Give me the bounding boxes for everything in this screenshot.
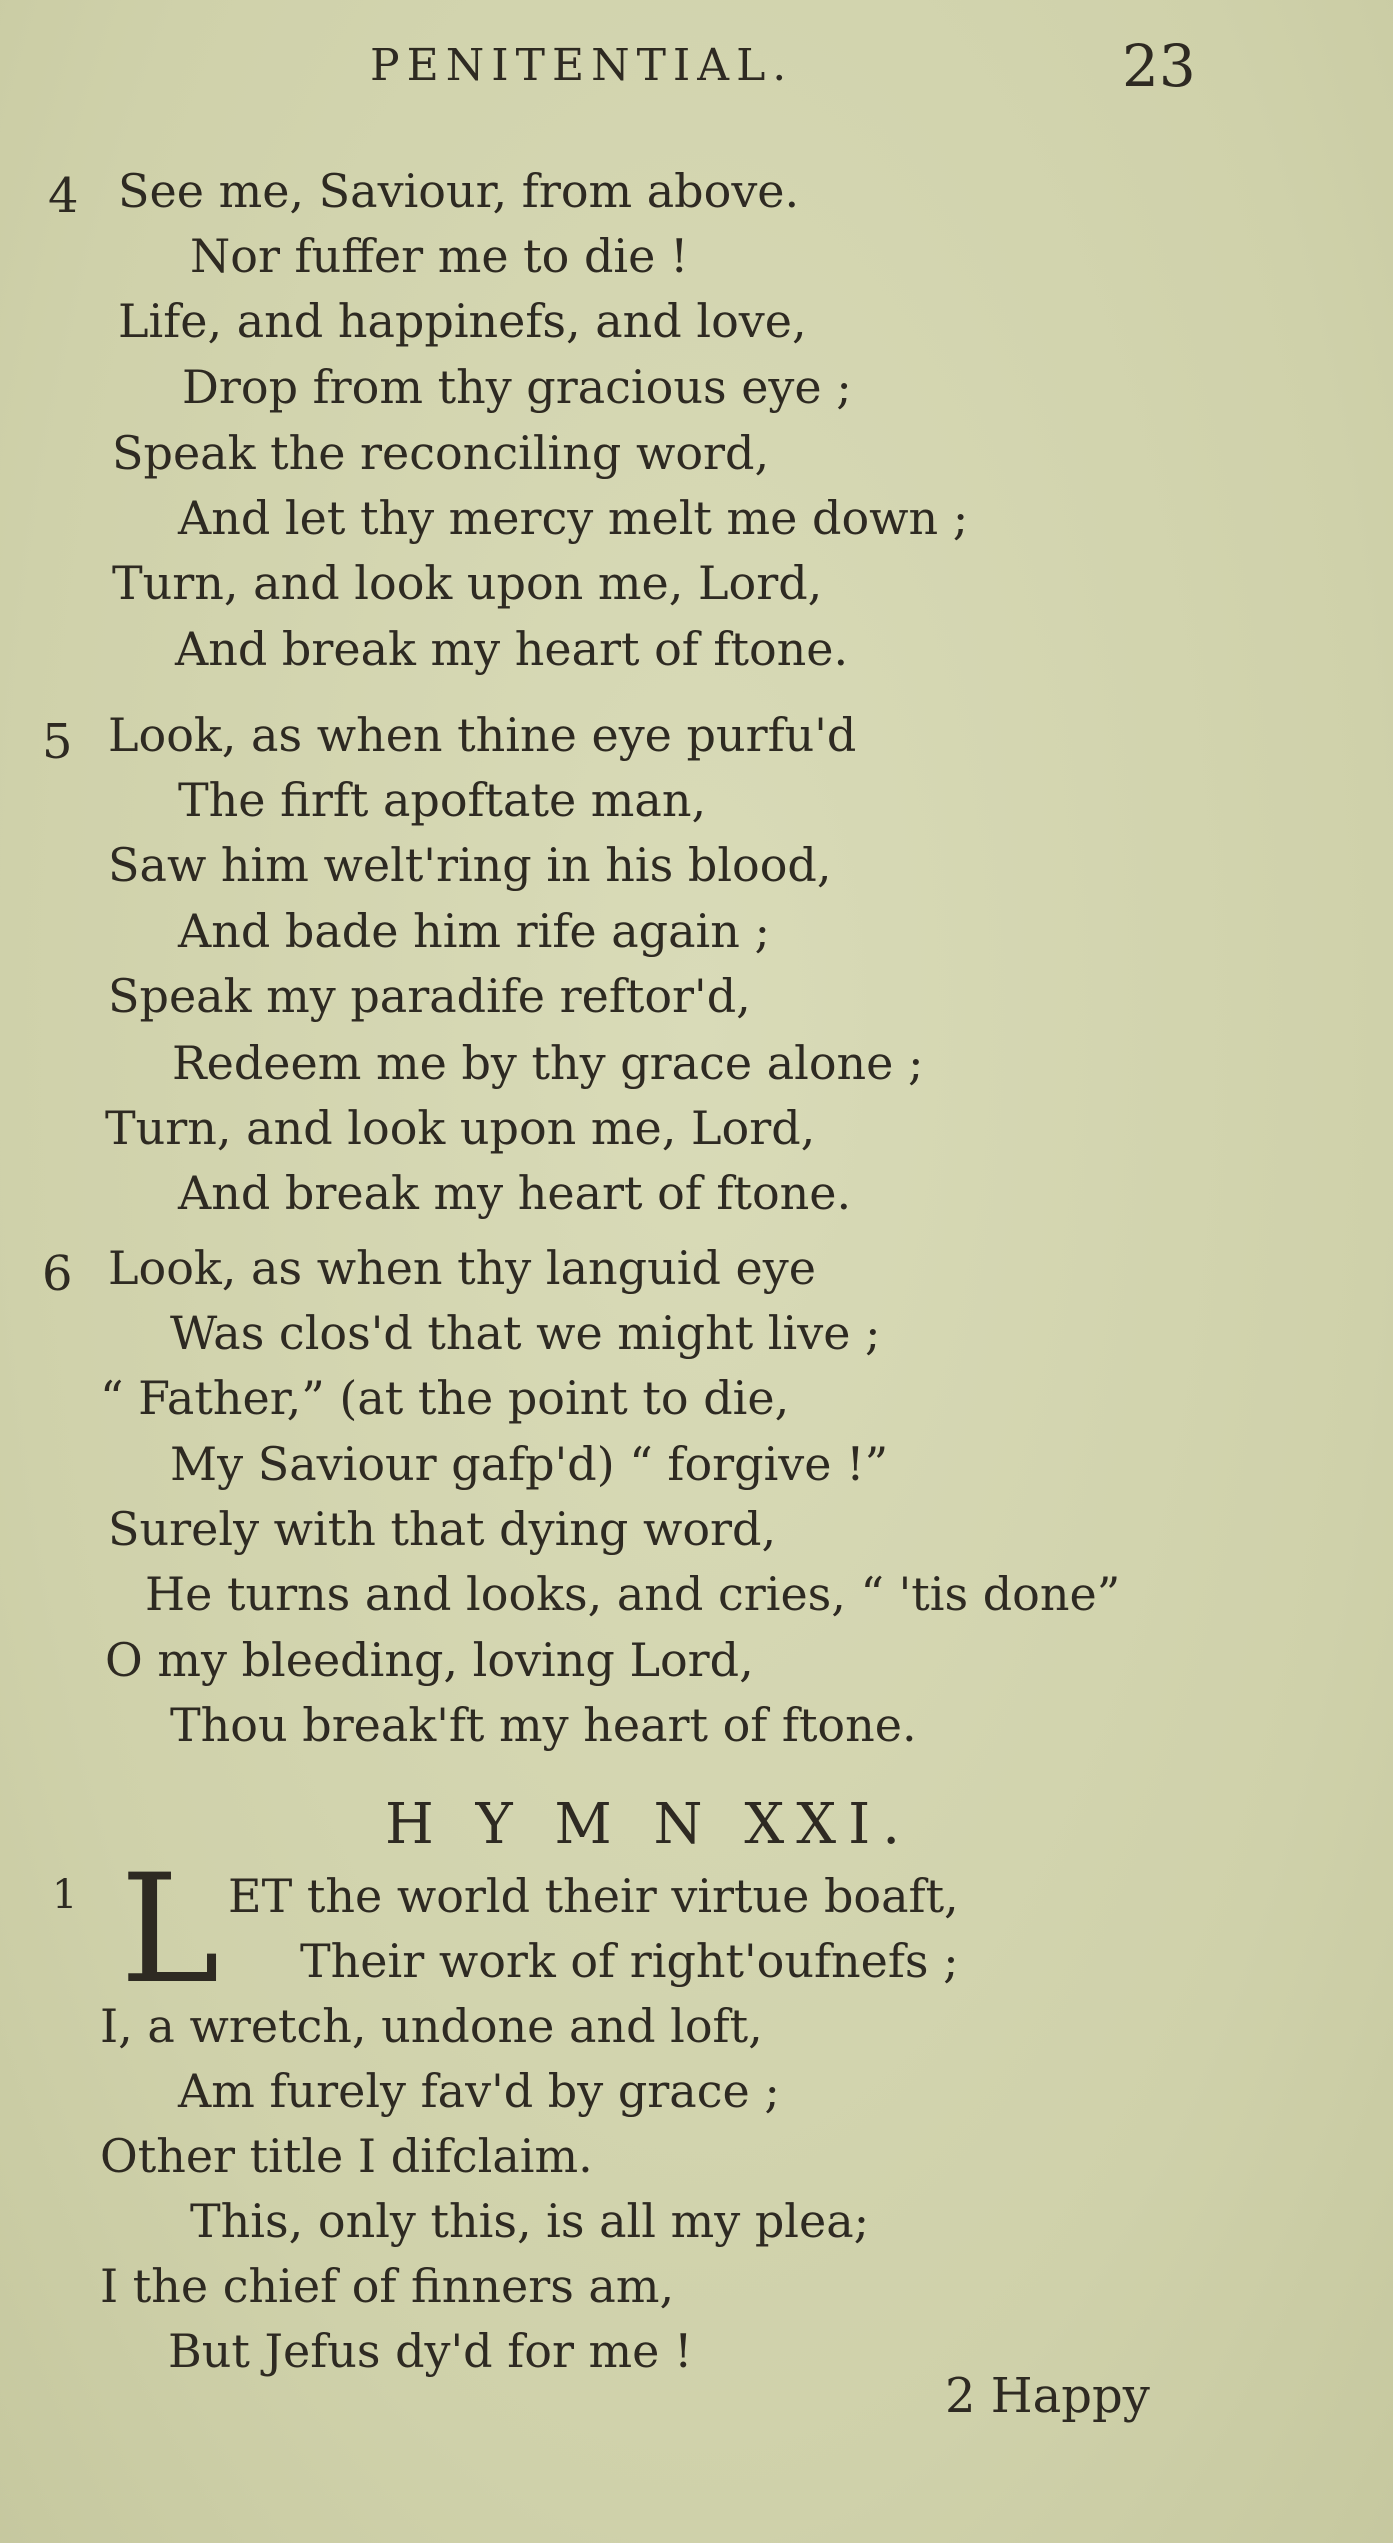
verse-line: And break my heart of ftone. <box>178 1166 852 1220</box>
hymn-title: H Y M N XXI. <box>385 1792 913 1857</box>
page-header <box>0 28 1393 118</box>
verse-line: “ Father,” (at the point to die, <box>100 1371 790 1425</box>
verse-line: Speak the reconciling word, <box>112 426 770 480</box>
verse-line: Thou break'ft my heart of ftone. <box>170 1698 917 1752</box>
verse-number: 6 <box>42 1246 73 1302</box>
verse-line: Drop from thy gracious eye ; <box>182 360 852 414</box>
verse-line: See me, Saviour, from above. <box>118 164 800 218</box>
verse-line: And let thy mercy melt me down ; <box>178 491 969 545</box>
verse-line: And break my heart of ftone. <box>175 622 849 676</box>
verse-line: Life, and happinefs, and love, <box>118 294 807 348</box>
verse-line: He turns and looks, and cries, “ 'tis done” <box>145 1567 1121 1621</box>
verse-line: Look, as when thy languid eye <box>108 1241 816 1295</box>
verse-line: I the chief of finners am, <box>100 2259 675 2313</box>
verse-line: Speak my paradife reftor'd, <box>108 969 751 1023</box>
verse-line: But Jefus dy'd for me ! <box>168 2324 693 2378</box>
catchword: 2 Happy <box>945 2368 1150 2424</box>
verse-line: Was clos'd that we might live ; <box>170 1306 881 1360</box>
verse-line: O my bleeding, loving Lord, <box>105 1633 754 1687</box>
verse-line: ET the world their virtue boaft, <box>228 1869 959 1923</box>
verse-line: Turn, and look upon me, Lord, <box>105 1101 816 1155</box>
verse-line: Their work of right'oufnefs ; <box>300 1934 959 1988</box>
page-number: 23 <box>1122 32 1196 100</box>
running-title: PENITENTIAL. <box>370 40 794 91</box>
verse-number: 1 <box>52 1872 78 1918</box>
verse-line: Redeem me by thy grace alone ; <box>172 1036 924 1090</box>
verse-line: And bade him rife again ; <box>178 904 770 958</box>
verse-number: 5 <box>42 714 73 770</box>
verse-number: 4 <box>48 168 79 224</box>
verse-line: The firft apoftate man, <box>178 773 707 827</box>
verse-line: I, a wretch, undone and loft, <box>100 1999 763 2053</box>
verse-line: Turn, and look upon me, Lord, <box>112 556 823 610</box>
verse-line: My Saviour gafp'd) “ forgive !” <box>170 1437 889 1491</box>
verse-line: Look, as when thine eye purfu'd <box>108 708 857 762</box>
verse-line: This, only this, is all my plea; <box>190 2194 870 2248</box>
verse-line: Am furely fav'd by grace ; <box>178 2064 780 2118</box>
drop-cap: L <box>120 1843 220 2017</box>
verse-line: Other title I difclaim. <box>100 2129 593 2183</box>
verse-line: Nor fuffer me to die ! <box>190 229 689 283</box>
verse-line: Saw him welt'ring in his blood, <box>108 838 832 892</box>
verse-line: Surely with that dying word, <box>108 1502 777 1556</box>
